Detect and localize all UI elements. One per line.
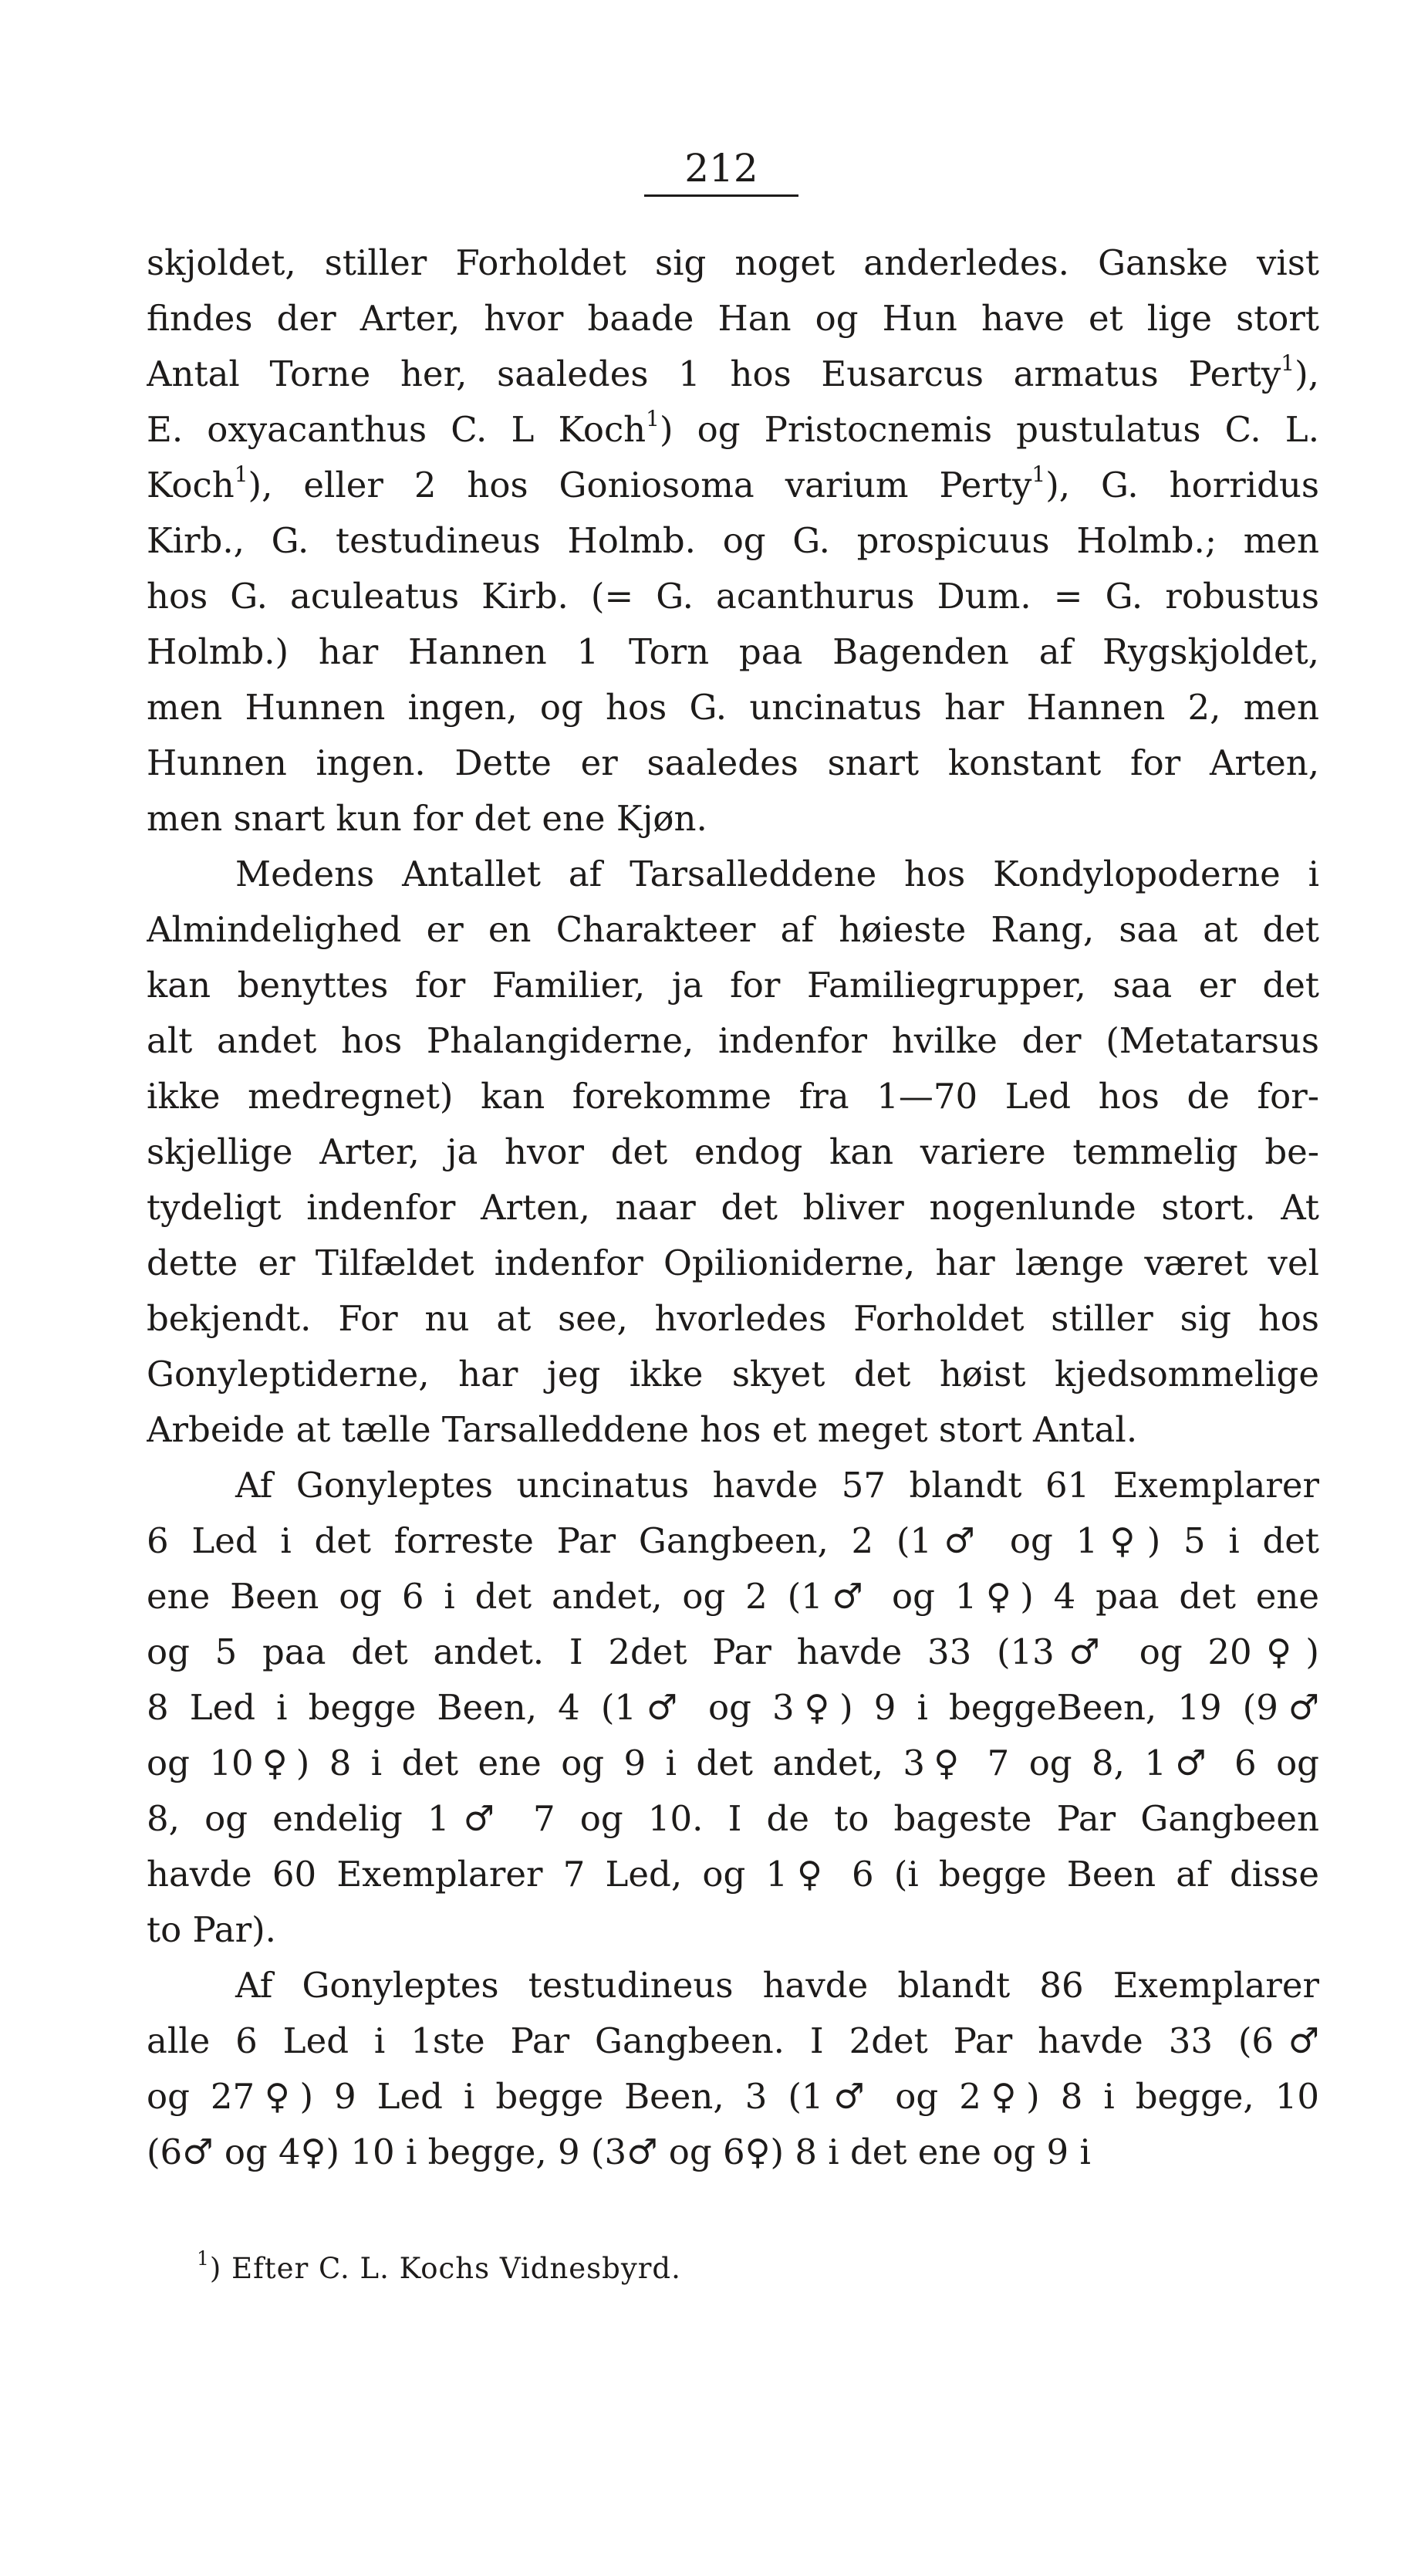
text-segment: tydeligt indenfor Arten, naar det bliver nogenlunde stort. At <box>147 1187 1319 1228</box>
text-line <box>147 402 1319 458</box>
text-segment: Gonyleptiderne, har jeg ikke skyet det høist kjedsommelige <box>147 1354 1319 1394</box>
text-line <box>147 958 1319 1013</box>
text-segment: skjoldet, stiller Forholdet sig noget anderledes. Ganske vist <box>147 242 1319 283</box>
text-line <box>147 735 1319 791</box>
text-segment: Kirb., G. testudineus Holmb. og G. prospicuus Holmb.; men <box>147 520 1319 561</box>
text-line <box>147 1180 1319 1236</box>
text-segment: Almindelighed er en Charakteer af høieste Rang, saa at det <box>147 909 1319 950</box>
text-segment: Af Gonyleptes testudineus havde blandt 86 Exemplarer <box>235 1965 1319 2006</box>
text-segment: 6 Led i det forreste Par Gangbeen, 2 (1♂ og 1♀) 5 i det <box>147 1520 1319 1561</box>
footnote-reference: 1 <box>1281 350 1295 376</box>
text-line <box>147 1569 1319 1624</box>
text-segment: Holmb.) har Hannen 1 Torn paa Bagenden af Rygskjoldet, <box>147 631 1319 672</box>
text-segment: ), G. horridus <box>1045 465 1319 505</box>
footnote <box>197 2244 1277 2294</box>
text-line <box>147 1402 1319 1458</box>
text-line <box>147 1291 1319 1347</box>
text-line <box>147 2013 1319 2069</box>
text-line <box>147 347 1319 402</box>
text-line <box>147 1124 1319 1180</box>
text-line <box>147 791 1319 847</box>
text-line <box>147 458 1319 513</box>
text-line <box>147 1847 1319 1902</box>
footnote-reference: 1 <box>1031 461 1046 487</box>
text-segment: Koch <box>147 465 235 505</box>
body-text <box>147 235 1319 2180</box>
text-line <box>147 680 1319 735</box>
text-segment: dette er Tilfældet indenfor Opilioniderne, har længe været vel <box>147 1242 1319 1283</box>
text-line <box>147 1347 1319 1402</box>
text-line <box>147 291 1319 347</box>
footnote-text: ) Efter C. L. Kochs Vidnesbyrd. <box>209 2252 681 2285</box>
text-segment: alt andet hos Phalangiderne, indenfor hvilke der (Metatarsus <box>147 1020 1319 1061</box>
text-line <box>147 1680 1319 1736</box>
text-segment: kan benyttes for Familier, ja for Familiegrupper, saa er det <box>147 965 1319 1006</box>
text-segment: bekjendt. For nu at see, hvorledes Forholdet stiller sig hos <box>147 1298 1319 1339</box>
text-line <box>147 624 1319 680</box>
text-segment: alle 6 Led i 1ste Par Gangbeen. I 2det Par havde 33 (6♂ <box>147 2020 1319 2061</box>
text-line <box>147 1624 1319 1680</box>
footnote-reference: 1 <box>646 406 660 431</box>
text-line <box>147 1736 1319 1791</box>
text-segment: skjellige Arter, ja hvor det endog kan variere temmelig be- <box>147 1131 1319 1172</box>
text-line <box>147 2069 1319 2125</box>
text-segment: Hunnen ingen. Dette er saaledes snart konstant for Arten, <box>147 742 1319 783</box>
text-segment: ) og Pristocnemis pustulatus C. L. <box>659 409 1319 450</box>
text-line <box>147 1013 1319 1069</box>
text-line <box>147 235 1319 291</box>
text-line <box>147 1513 1319 1569</box>
text-line <box>147 847 1319 902</box>
text-segment: Antal Torne her, saaledes 1 hos Eusarcus armatus Perty <box>147 353 1281 394</box>
text-line <box>147 2125 1319 2180</box>
text-segment: 8, og endelig 1♂ 7 og 10. I de to bageste Par Gangbeen <box>147 1798 1319 1839</box>
text-segment: Arbeide at tælle Tarsalleddene hos et meget stort Antal. <box>147 1409 1138 1450</box>
text-line <box>147 902 1319 958</box>
text-segment: 8 Led i begge Been, 4 (1♂ og 3♀) 9 i beggeBeen, 19 (9♂ <box>147 1687 1319 1728</box>
text-segment: ene Been og 6 i det andet, og 2 (1♂ og 1♀) 4 paa det ene <box>147 1576 1319 1617</box>
text-segment: E. oxyacanthus C. L Koch <box>147 409 646 450</box>
text-segment: havde 60 Exemplarer 7 Led, og 1♀ 6 (i begge Been af disse <box>147 1854 1319 1895</box>
text-segment: men snart kun for det ene Kjøn. <box>147 798 707 839</box>
text-line <box>147 1902 1319 1958</box>
footnote-reference: 1 <box>234 461 248 487</box>
text-segment: findes der Arter, hvor baade Han og Hun have et lige stort <box>147 298 1319 339</box>
text-line <box>147 569 1319 624</box>
text-line <box>147 513 1319 569</box>
text-segment: ), eller 2 hos Goniosoma varium Perty <box>248 465 1032 505</box>
text-segment: og 10♀) 8 i det ene og 9 i det andet, 3♀ 7 og 8, 1♂ 6 og <box>147 1743 1319 1783</box>
text-segment: hos G. aculeatus Kirb. (= G. acanthurus Dum. = G. robustus <box>147 576 1319 617</box>
text-segment: og 27♀) 9 Led i begge Been, 3 (1♂ og 2♀) 8 i begge, 10 <box>147 2076 1319 2117</box>
text-line <box>147 1069 1319 1124</box>
text-segment: (6♂ og 4♀) 10 i begge, 9 (3♂ og 6♀) 8 i det ene og 9 i <box>147 2131 1091 2172</box>
page-number: 212 <box>684 146 758 191</box>
text-segment: Af Gonyleptes uncinatus havde 57 blandt 61 Exemplarer <box>235 1465 1319 1506</box>
text-line <box>147 1236 1319 1291</box>
text-segment: ikke medregnet) kan forekomme fra 1—70 Led hos de for- <box>147 1076 1319 1117</box>
text-line <box>147 1958 1319 2013</box>
text-segment: og 5 paa det andet. I 2det Par havde 33 (13♂ og 20♀) <box>147 1631 1319 1672</box>
page-number-rule <box>644 194 798 197</box>
text-segment: ), <box>1295 353 1319 394</box>
text-segment: to Par). <box>147 1909 276 1950</box>
footnote-marker: 1 <box>197 2247 210 2270</box>
text-line <box>147 1458 1319 1513</box>
text-segment: Medens Antallet af Tarsalleddene hos Kondylopoderne i <box>235 854 1319 894</box>
text-segment: men Hunnen ingen, og hos G. uncinatus har Hannen 2, men <box>147 687 1319 728</box>
text-line <box>147 1791 1319 1847</box>
